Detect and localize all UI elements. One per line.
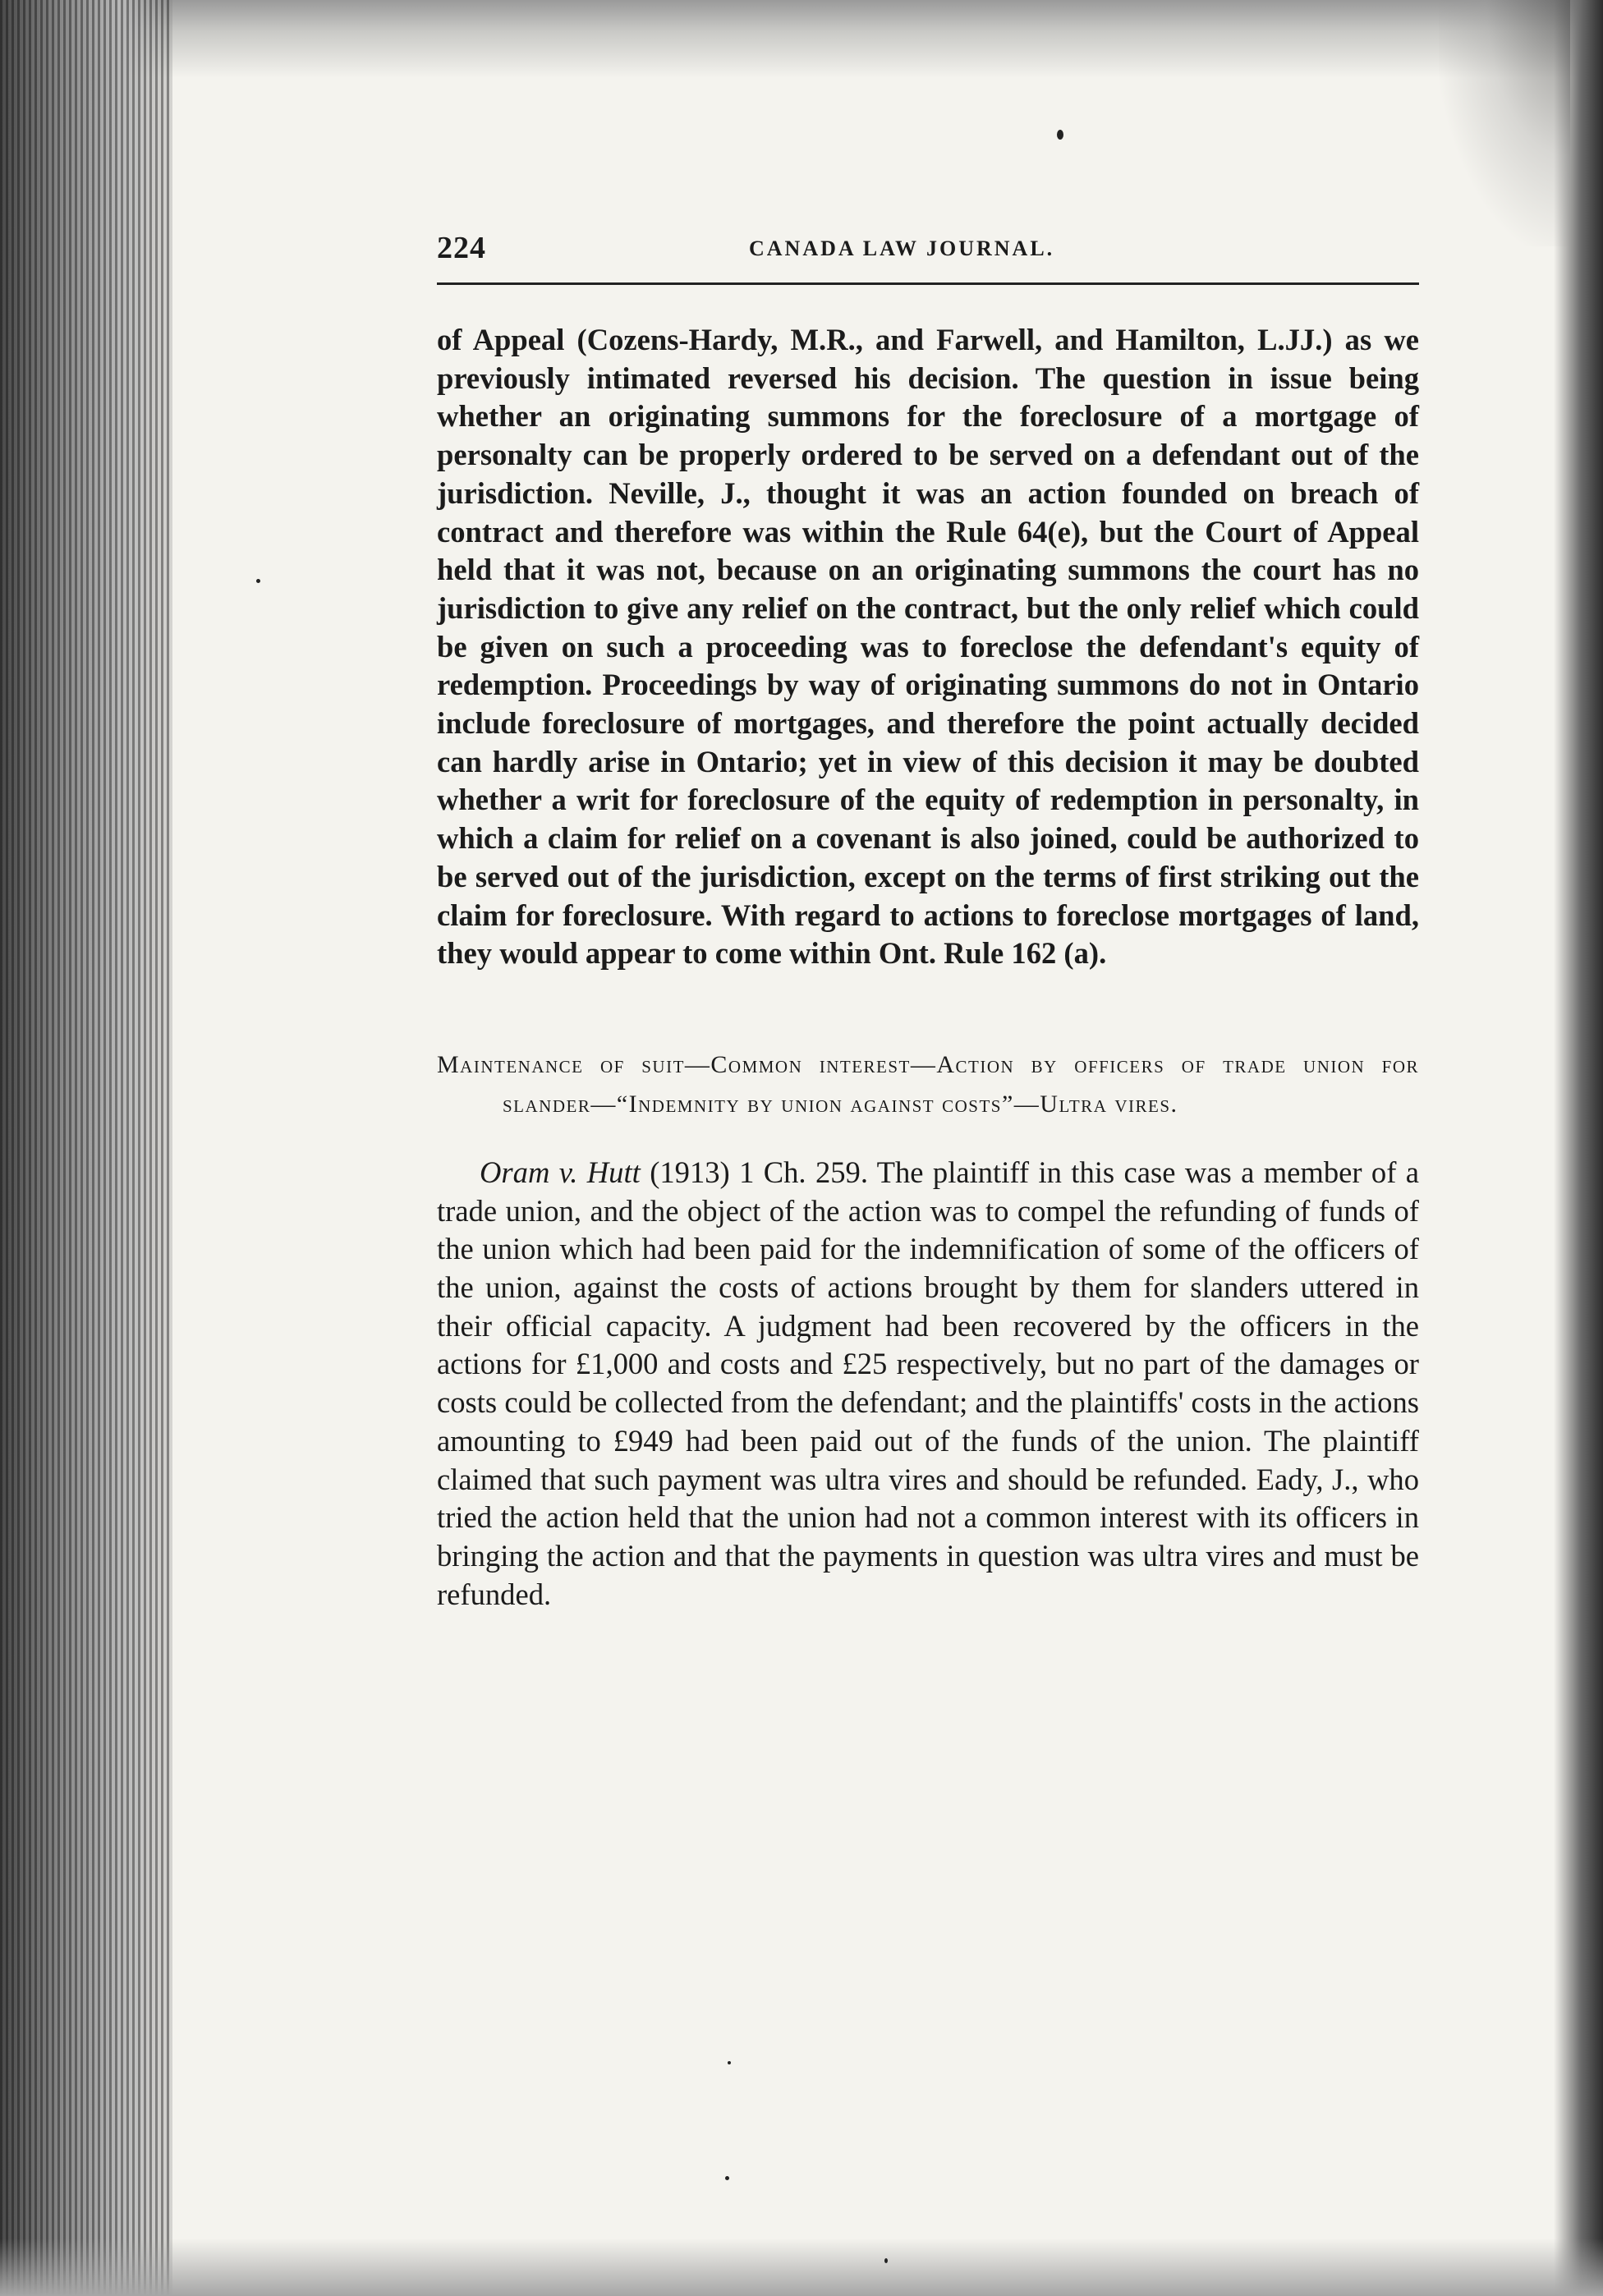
continuation-paragraph: of Appeal (Cozens-Hardy, M.R., and Farwell, and Hamilton, L.JJ.) as we previously intimated reversed his decision. The question in issue being whether an originating summons for the foreclosure of a mortgage of personalty can be properly ordered to be served on a defendant out of the jurisdiction. Neville, J., thought it was an action founded on breach of contract and therefore was within the Rule 64(e), but the Court of Appeal held that it was not, because on an originating summons the court has no jurisdiction to give any relief on the contract, but the only relief which could be given on such a proceeding was to foreclose the defendant's equity of redemption. Proceedings by way of originating summons do not in Ontario include foreclosure of mortgages, and therefore the point actually decided can hardly arise in Ontario; yet in view of this decision it may be doubted whether a writ for foreclosure of the equity of redemption in personalty, in which a claim for relief on a covenant is also joined, could be authorized to be served out of the jurisdiction, except on the terms of first striking out the claim for foreclosure. With regard to actions to foreclose mortgages of land, they would appear to come within Ont. Rule 162 (a). <box>437 323 1419 971</box>
journal-title: CANADA LAW JOURNAL. <box>749 236 1055 260</box>
scan-edge-bottom <box>0 2239 1603 2296</box>
case-name: Oram v. Hutt <box>480 1155 641 1189</box>
ink-speck <box>884 2258 888 2263</box>
scan-edge-left <box>0 0 172 2296</box>
document-page <box>437 230 1419 1614</box>
case-paragraph <box>437 1154 1419 1614</box>
ink-speck <box>728 2061 731 2064</box>
page-number: 224 <box>437 231 486 265</box>
ink-speck <box>725 2176 729 2180</box>
case-text: (1913) 1 Ch. 259. The plaintiff in this case was a member of a trade union, and the object of the action was to compel the refunding of funds of the union which had been paid for the indemnification of some of the officers of the union, against the costs of actions brought by them for slanders uttered in their official capacity. A judgment had been recovered by the officers in the actions for £1,000 and costs and £25 respectively, but no part of the damages or costs could be collected from the defendant; and the plaintiffs' costs in the actions amounting to £949 had been paid out of the funds of the union. The plaintiff claimed that such payment was ultra vires and should be refunded. Eady, J., who tried the action held that the union had not a common interest with its officers in bringing the action and that the payments in question was ultra vires and must be refunded. <box>437 1155 1419 1611</box>
ink-speck <box>1057 130 1063 140</box>
case-headnote: Maintenance of suit—Common interest—Action by officers of trade union for slander—“Indemnity by union against costs”—Ultra vires. <box>437 1050 1419 1118</box>
ink-speck <box>256 579 260 583</box>
scan-edge-right <box>1554 0 1603 2296</box>
running-head <box>437 230 1419 276</box>
scan-edge-corner <box>1439 0 1570 246</box>
header-rule <box>437 282 1419 285</box>
scan-edge-top <box>0 0 1603 78</box>
